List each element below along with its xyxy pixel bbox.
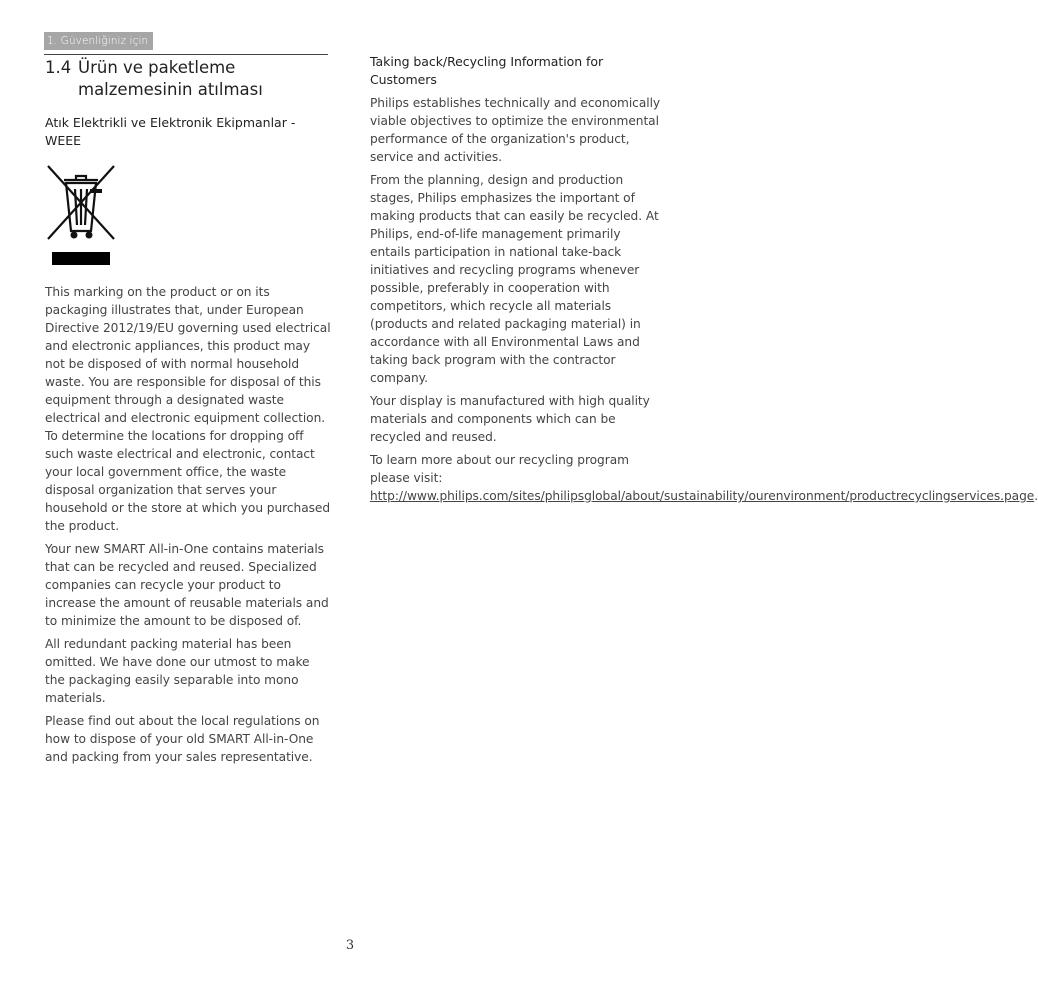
section-title xyxy=(45,57,330,101)
section-title-text: Ürün ve paketleme malzemesinin atılması xyxy=(78,58,263,99)
section-number: 1.4 xyxy=(45,58,72,77)
learn-more-suffix: . xyxy=(1034,489,1038,503)
recycling-link[interactable]: http://www.philips.com/sites/philipsglobal/about/sustainability/ourenvironment/productrecyclingservices.page xyxy=(370,489,1035,503)
paragraph: All redundant packing material has been omitted. We have done our utmost to make the packaging easily separable into mono materials. xyxy=(45,637,310,705)
paragraph: Your new SMART All-in-One contains materials that can be recycled and reused. Specialized companies can recycle your product to increase the amount of reusable materials and to minimize the amount to be disposed of. xyxy=(45,542,329,628)
chapter-tab: 1. Güvenliğiniz için xyxy=(44,32,153,50)
weee-subheading: Atık Elektrikli ve Elektronik Ekipmanlar - WEEE xyxy=(45,115,296,148)
right-column xyxy=(370,53,1038,510)
learn-more-paragraph xyxy=(370,451,1038,505)
paragraph: Philips establishes technically and economically viable objectives to optimize the environmental performance of the organization's product, service and activities. xyxy=(370,96,661,164)
paragraph: This marking on the product or on its packaging illustrates that, under European Directive 2012/19/EU governing used electrical and electronic appliances, this product may not be disposed of with normal household waste. You are responsible for disposal of this equipment through a designated waste electrical and electronic equipment collection. To determine the locations for dropping off such waste electrical and electronic, contact your local government office, the waste disposal organization that serves your household or the store at which you purchased the product. xyxy=(45,285,331,533)
left-column xyxy=(45,283,332,771)
section-divider xyxy=(44,54,328,55)
weee-bin-icon xyxy=(44,163,118,267)
learn-more-prefix: To learn more about our recycling program please visit: xyxy=(370,453,629,485)
recycling-heading: Taking back/Recycling Information for Customers xyxy=(370,54,604,87)
paragraph: From the planning, design and production stages, Philips emphasizes the important of making products that can easily be recycled. At Philips, end-of-life management primarily entails participation in national take-back initiatives and recycling programs whenever possible, preferably in cooperation with competitors, which recycle all materials (products and related packaging material) in accordance with all Environmental Laws and taking back program with the contractor company. xyxy=(370,173,659,385)
paragraph: Your display is manufactured with high quality materials and components which can be recycled and reused. xyxy=(370,394,650,444)
paragraph: Please find out about the local regulations on how to dispose of your old SMART All-in-One and packing from your sales representative. xyxy=(45,714,320,764)
page-number: 3 xyxy=(345,938,355,953)
